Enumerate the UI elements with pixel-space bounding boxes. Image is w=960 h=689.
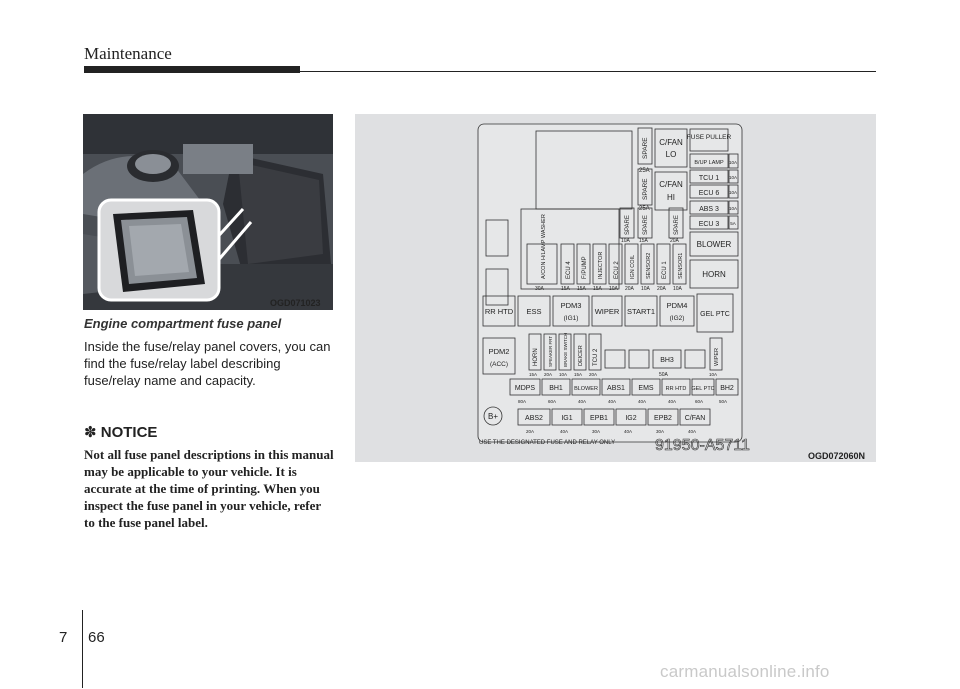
- svg-text:GEL PTC: GEL PTC: [700, 311, 730, 318]
- chapter-number: 7: [59, 629, 68, 646]
- svg-text:BLOWER: BLOWER: [574, 386, 598, 392]
- pdm2-line1: PDM2: [488, 347, 510, 356]
- ecu3-rating: 5A: [730, 221, 736, 226]
- wiper-fuse-rating: 10A: [709, 372, 718, 377]
- svg-text:ECU 2: ECU 2: [614, 261, 620, 279]
- svg-text:PDM3: PDM3: [560, 301, 582, 310]
- svg-text:20A: 20A: [589, 372, 598, 377]
- svg-text:ESS: ESS: [526, 307, 542, 316]
- svg-text:15A: 15A: [593, 286, 602, 292]
- svg-text:15A: 15A: [529, 372, 538, 377]
- svg-text:IG2: IG2: [625, 415, 637, 422]
- horn-relay-label: HORN: [702, 270, 726, 279]
- svg-text:BH2: BH2: [720, 385, 734, 392]
- notice-heading: [84, 423, 157, 441]
- diagram-figure-code: OGD072060N: [808, 451, 866, 461]
- svg-text:40A: 40A: [688, 429, 697, 434]
- svg-text:40A: 40A: [560, 429, 569, 434]
- svg-text:RR HTD: RR HTD: [484, 307, 514, 316]
- svg-text:HORN: HORN: [533, 348, 539, 366]
- svg-text:10A: 10A: [621, 238, 630, 244]
- svg-text:(IG2): (IG2): [669, 315, 685, 322]
- svg-text:EPB2: EPB2: [654, 415, 672, 422]
- bplus-terminal-label: B+: [487, 412, 499, 421]
- cfan-hi-line2: HI: [667, 193, 675, 202]
- wiper-fuse-label: WIPER: [714, 347, 720, 366]
- notice-title: NOTICE: [100, 424, 158, 441]
- svg-text:ABS2: ABS2: [525, 415, 543, 422]
- svg-text:MDPS: MDPS: [514, 385, 536, 392]
- notice-symbol-icon: ✽: [84, 424, 97, 441]
- svg-text:TCU 2: TCU 2: [593, 348, 599, 366]
- svg-text:SPEAKER FRT: SPEAKER FRT: [548, 335, 553, 367]
- svg-text:SENSOR1: SENSOR1: [678, 252, 684, 279]
- svg-text:10A: 10A: [609, 286, 618, 292]
- svg-text:EPB1: EPB1: [590, 415, 608, 422]
- fuse-panel-note: USE THE DESIGNATED FUSE AND RELAY ONLY: [479, 440, 616, 446]
- figure-caption: Engine compartment fuse panel: [84, 316, 282, 331]
- page-number: 66: [88, 629, 105, 646]
- svg-text:50A: 50A: [719, 399, 728, 404]
- svg-text:PDM4: PDM4: [666, 301, 688, 310]
- svg-text:20A: 20A: [544, 372, 553, 377]
- ecu6-label: ECU 6: [698, 190, 720, 197]
- tcu1-label: TCU 1: [698, 175, 720, 182]
- svg-text:20A: 20A: [625, 286, 634, 292]
- tcu1-rating: 10A: [728, 175, 738, 180]
- svg-text:F/PUMP: F/PUMP: [582, 256, 588, 279]
- watermark-text: carmanualsonline.info: [660, 662, 830, 681]
- body-paragraph: Inside the fuse/relay panel covers, you can find the fuse/relay label describing fuse/relay name and capacity.: [84, 339, 331, 388]
- svg-text:30A: 30A: [592, 429, 601, 434]
- svg-text:60A: 60A: [695, 399, 704, 404]
- svg-text:20A: 20A: [526, 429, 535, 434]
- spare-top-label-1: SPARE: [642, 137, 649, 159]
- cfan-lo-line1: C/FAN: [659, 138, 683, 147]
- svg-text:15A: 15A: [561, 286, 570, 292]
- svg-text:RR HTD: RR HTD: [665, 386, 687, 392]
- svg-text:IGN COIL: IGN COIL: [630, 254, 636, 279]
- bh3-label: BH3: [660, 357, 674, 364]
- svg-text:40A: 40A: [668, 399, 677, 404]
- bkup-lamp-label: B/UP LAMP: [694, 160, 724, 166]
- svg-text:40A: 40A: [608, 399, 617, 404]
- bh3-rating: 50A: [659, 372, 668, 378]
- page-header-title: Maintenance: [84, 44, 172, 63]
- bkup-lamp-rating: 10A: [728, 160, 738, 165]
- svg-text:C/FAN: C/FAN: [684, 415, 706, 422]
- part-number: 91950-A5711: [655, 437, 750, 454]
- ecu6-rating: 10A: [728, 190, 738, 195]
- spare-top-label-2: SPARE: [642, 178, 649, 200]
- svg-text:WIPER: WIPER: [594, 307, 620, 316]
- header-bar: [84, 66, 300, 73]
- svg-text:10A: 10A: [673, 286, 682, 292]
- svg-text:GEL PTC: GEL PTC: [691, 386, 715, 392]
- svg-text:START1: START1: [626, 307, 656, 316]
- svg-text:15A: 15A: [639, 238, 648, 244]
- svg-text:ABS1: ABS1: [607, 385, 625, 392]
- svg-text:20A: 20A: [670, 238, 679, 244]
- svg-text:20A: 20A: [657, 286, 666, 292]
- svg-text:SPARE: SPARE: [674, 215, 680, 235]
- header-rule: [300, 71, 876, 72]
- svg-text:10A: 10A: [559, 372, 568, 377]
- ecu3-label: ECU 3: [698, 221, 720, 228]
- svg-text:15A: 15A: [577, 286, 586, 292]
- svg-text:40A: 40A: [624, 429, 633, 434]
- svg-text:A/CON H/LAMP WASHER: A/CON H/LAMP WASHER: [541, 214, 547, 279]
- abs3-label: ABS 3: [699, 206, 719, 213]
- svg-text:SPARE: SPARE: [625, 215, 631, 235]
- svg-text:INJECTOR: INJECTOR: [598, 251, 604, 279]
- svg-text:10A: 10A: [641, 286, 650, 292]
- svg-text:BH1: BH1: [549, 385, 563, 392]
- notice-paragraph: Not all fuse panel descriptions in this manual may be applicable to your vehicle. It is accurate at the time of printing. When you inspect the fuse panel in your vehicle, refer to the fuse panel label.: [84, 447, 334, 530]
- svg-text:DEICER: DEICER: [578, 345, 584, 366]
- svg-text:40A: 40A: [578, 399, 587, 404]
- abs3-rating: 10A: [728, 206, 738, 211]
- svg-text:60A: 60A: [548, 399, 557, 404]
- svg-text:SPARE: SPARE: [643, 215, 649, 235]
- svg-text:IG1: IG1: [561, 415, 573, 422]
- svg-text:40A: 40A: [638, 399, 647, 404]
- svg-text:EMS: EMS: [638, 385, 654, 392]
- cfan-lo-line2: LO: [665, 150, 677, 159]
- svg-text:ECU 1: ECU 1: [662, 261, 668, 279]
- photo-figure-code: OGD071023: [270, 298, 321, 308]
- svg-text:15A: 15A: [574, 372, 583, 377]
- spare-top-rating-1: 25A: [639, 168, 650, 174]
- cfan-hi-line1: C/FAN: [659, 180, 683, 189]
- page-number-divider: [82, 610, 83, 688]
- fuse-puller-label: FUSE PULLER: [686, 134, 732, 141]
- blower-relay-label: BLOWER: [696, 240, 732, 249]
- svg-text:80A: 80A: [518, 399, 527, 404]
- svg-text:BRAKE SWITCH: BRAKE SWITCH: [563, 332, 568, 367]
- svg-text:30A: 30A: [535, 286, 544, 292]
- pdm2-line2: (ACC): [489, 361, 509, 368]
- svg-text:SENSOR2: SENSOR2: [646, 252, 652, 279]
- svg-text:30A: 30A: [656, 429, 665, 434]
- fuse-panel-diagram: [355, 114, 876, 462]
- svg-text:ECU 4: ECU 4: [566, 261, 572, 279]
- svg-text:(IG1): (IG1): [563, 315, 579, 322]
- spare-top-rating-2: 25A: [639, 206, 650, 212]
- engine-compartment-photo: [83, 114, 333, 310]
